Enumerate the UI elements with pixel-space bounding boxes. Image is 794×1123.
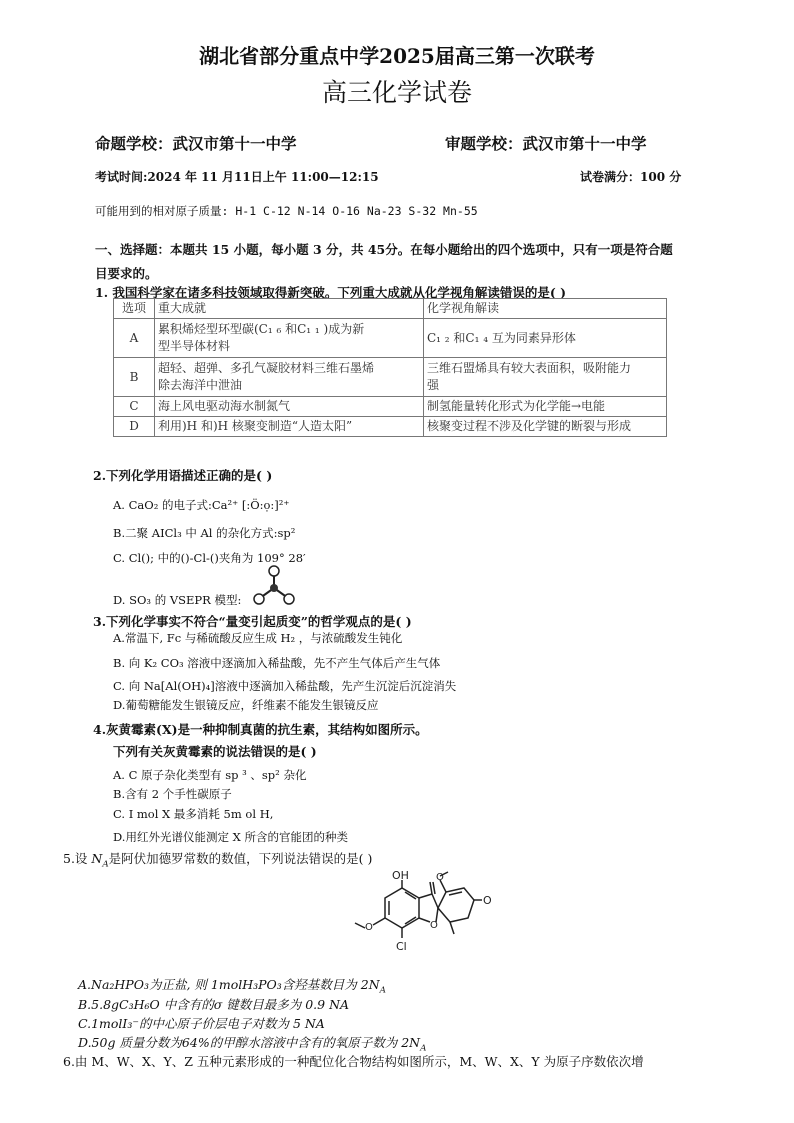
q2-option-a: A. CaO₂ 的电子式:Ca²⁺ [:Ö:ọ:]²⁺ xyxy=(113,498,290,512)
paper-title: 高三化学试卷 xyxy=(321,78,472,107)
achievement-cell: 累积烯烃型环型碳(C₁ ₆ 和C₁ ₁ )成为新 型半导体材料 xyxy=(155,319,424,358)
griseofulvin-structure-diagram xyxy=(350,870,500,970)
proposer-school: 命题学校：武汉市第十一中学 xyxy=(95,134,297,153)
q5-option-a: A.Na₂HPO₃为正盐, 则 1molH₃PO₃含羟基数目为 $2N_A$ xyxy=(78,977,386,996)
q2-option-c: C. Cl(); 中的()-Cl-()夹角为 109° 28′ xyxy=(113,551,306,565)
full-score: 试卷满分：100 分 xyxy=(580,170,682,184)
q3-option-a: A.常温下, Fc 与稀硫酸反应生成 H₂ ，与浓硫酸发生钝化 xyxy=(113,631,403,645)
table-row xyxy=(114,417,667,437)
table-row xyxy=(114,319,667,358)
atomic-masses: 可能用到的相对原子质量: H-1 C-12 N-14 O-16 Na-23 S-32 Mn-55 xyxy=(95,204,478,218)
q4-option-d: D.用红外光谱仪能测定 X 所含的官能团的种类 xyxy=(113,830,348,844)
cl-label: Cl xyxy=(396,940,407,953)
option-cell: B xyxy=(114,358,155,397)
q5-option-d: D.50g 质量分数为64%的甲醇水溶液中含有的氧原子数为 $2N_A$ xyxy=(78,1035,427,1054)
table-row xyxy=(114,397,667,417)
interpretation-cell: 核聚变过程不涉及化学键的断裂与形成 xyxy=(424,417,667,437)
achievement-cell: 利用)H 和)H 核聚变制造“人造太阳” xyxy=(155,417,424,437)
option-cell: A xyxy=(114,319,155,358)
exam-title: 湖北省部分重点中学2025届高三第一次联考 xyxy=(199,44,595,68)
q1-stem: 1. 我国科学家在诸多科技领域取得新突破。下列重大成就从化学视角解读错误的是( ) xyxy=(95,285,567,300)
vsepr-model-icon xyxy=(252,564,296,608)
table-header-row xyxy=(114,299,667,319)
methoxy-o-label: O xyxy=(365,922,373,933)
q2-stem: 2.下列化学用语描述正确的是( ) xyxy=(93,468,273,483)
q4-stem: 4.灰黄霉素(X)是一种抑制真菌的抗生素，其结构如图所示。 xyxy=(93,722,428,737)
table-header-cell: 选项 xyxy=(114,299,155,319)
ketone-o-label: O xyxy=(483,894,492,907)
q1-table xyxy=(113,298,667,437)
q3-stem: 3.下列化学事实不符合“量变引起质变”的哲学观点的是( ) xyxy=(93,614,412,629)
interpretation-cell: 三维石盟烯具有较大表面积，吸附能力 强 xyxy=(424,358,667,397)
section-intro-line1: 一、选择题：本题共 15 小题，每小题 3 分，共 45分。在每小题给出的四个选项中，只有一项是符合题 xyxy=(95,242,673,257)
exam-time: 考试时间:2024 年 11 月11日上午 11:00—12:15 xyxy=(95,170,379,184)
q6-stem: 6.由 M、W、X、Y、Z 五种元素形成的一种配位化合物结构如图所示，M、W、X、Y 为原子序数依次增 xyxy=(63,1054,644,1069)
option-cell: C xyxy=(114,397,155,417)
q2-option-d: D. SO₃ 的 VSEPR 模型: xyxy=(113,593,242,607)
table-header-cell: 化学视角解读 xyxy=(424,299,667,319)
ring-o-label: O xyxy=(430,920,438,931)
q4-option-a: A. C 原子杂化类型有 sp ³ 、sp² 杂化 xyxy=(113,768,307,782)
table-row xyxy=(114,358,667,397)
top-methoxy-o-label: O xyxy=(436,872,444,883)
table-header-cell: 重大成就 xyxy=(155,299,424,319)
q3-option-b: B. 向 K₂ CO₃ 溶液中逐滴加入稀盐酸，先不产生气体后产生气体 xyxy=(113,656,441,670)
option-cell: D xyxy=(114,417,155,437)
interpretation-cell: 制氢能量转化形式为化学能→电能 xyxy=(424,397,667,417)
q5-option-b: B.5.8gC₃H₆O 中含有的σ 键数目最多为 0.9 NA xyxy=(78,997,350,1012)
q4-substem: 下列有关灰黄霉素的说法错误的是( ) xyxy=(113,744,317,759)
section-intro-line2: 目要求的。 xyxy=(95,266,158,281)
oh-label: OH xyxy=(392,870,409,882)
achievement-cell: 超轻、超弹、多孔气凝胶材料三维石墨烯 除去海洋中泄油 xyxy=(155,358,424,397)
achievement-cell: 海上风电驱动海水制氮气 xyxy=(155,397,424,417)
interpretation-cell: C₁ ₂ 和C₁ ₄ 互为同素异形体 xyxy=(424,319,667,358)
q3-option-d: D.葡萄糖能发生银镜反应，纤维素不能发生银镜反应 xyxy=(113,698,379,712)
q5-option-c: C.1molI₃⁻的中心原子价层电子对数为 5 NA xyxy=(78,1016,325,1031)
q4-option-c: C. I mol X 最多消耗 5m ol H, xyxy=(113,807,274,821)
reviewer-school: 审题学校：武汉市第十一中学 xyxy=(445,134,647,153)
q3-option-c: C. 向 Na[Al(OH)₄]溶液中逐滴加入稀盐酸，先产生沉淀后沉淀消失 xyxy=(113,679,457,693)
q2-option-b: B.二聚 AICl₃ 中 Al 的杂化方式:sp² xyxy=(113,526,296,540)
q5-stem: 5.设 $N_A$是阿伏加德罗常数的数值，下列说法错误的是( ) xyxy=(63,851,373,870)
q4-option-b: B.含有 2 个手性碳原子 xyxy=(113,787,232,801)
